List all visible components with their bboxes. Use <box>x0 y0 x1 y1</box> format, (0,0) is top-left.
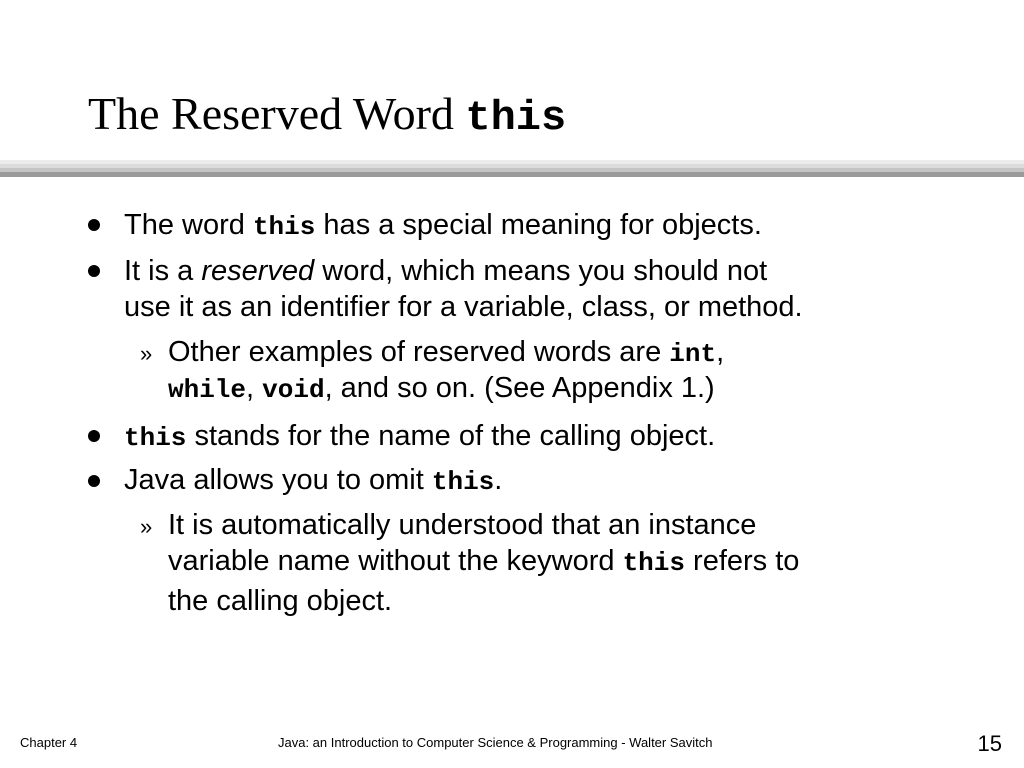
slide-title-keyword: this <box>465 94 567 142</box>
bullet-dot <box>88 265 100 277</box>
sub-item-2-line-3 <box>168 583 392 619</box>
sub-item-text: the calling object. <box>168 585 393 617</box>
bullet-text: The word <box>124 209 253 241</box>
sub-item-1-line-2 <box>168 370 715 408</box>
bullet-dot <box>88 219 100 231</box>
bullet-item-2-line-2 <box>124 289 803 325</box>
slide-title-text: The Reserved Word <box>88 88 466 139</box>
keyword-this: this <box>431 467 495 497</box>
emphasis-reserved: reserved <box>201 255 315 287</box>
footer-book-title: Java: an Introduction to Computer Science & Programming - Walter Savitch <box>278 735 713 750</box>
sub-item-text: Other examples of reserved words are <box>168 336 670 368</box>
keyword-int: int <box>669 339 717 369</box>
bullet-text: has a special meaning for objects. <box>315 209 762 241</box>
bullet-item-4 <box>124 462 502 500</box>
sub-item-text: It is automatically understood that an instance <box>168 509 757 541</box>
bullet-item-1 <box>124 207 762 245</box>
keyword-void: void <box>262 375 325 405</box>
sub-bullet-marker: » <box>140 341 153 366</box>
keyword-this: this <box>622 548 685 578</box>
bullet-item-2 <box>124 253 767 289</box>
bullet-text: use it as an identifier for a variable, class, or method. <box>124 291 803 323</box>
sub-item-text: variable name without the keyword <box>168 545 623 577</box>
keyword-this: this <box>124 423 187 453</box>
footer-chapter: Chapter 4 <box>20 735 78 750</box>
sub-item-text: , <box>246 372 263 404</box>
keyword-while: while <box>168 375 247 405</box>
keyword-this: this <box>252 212 316 242</box>
sub-item-text: , and so on. (See Appendix 1.) <box>324 372 715 404</box>
sub-bullet-marker: » <box>140 514 153 539</box>
bullet-dot <box>88 430 100 442</box>
bullet-text: Java allows you to omit <box>124 464 432 496</box>
sub-item-2 <box>168 507 756 543</box>
bullet-text: stands for the name of the calling object. <box>186 420 716 452</box>
bullet-dot <box>88 475 100 487</box>
page-number: 15 <box>977 731 1002 756</box>
sub-item-1 <box>168 334 724 372</box>
bullet-text: . <box>494 464 503 496</box>
bullet-item-3 <box>124 418 715 456</box>
sub-item-text: , <box>716 336 725 368</box>
sub-item-2-line-2 <box>168 543 799 581</box>
sub-item-text: refers to <box>685 545 800 577</box>
bullet-text: word, which means you should not <box>314 255 768 287</box>
bullet-text: It is a <box>124 255 202 287</box>
